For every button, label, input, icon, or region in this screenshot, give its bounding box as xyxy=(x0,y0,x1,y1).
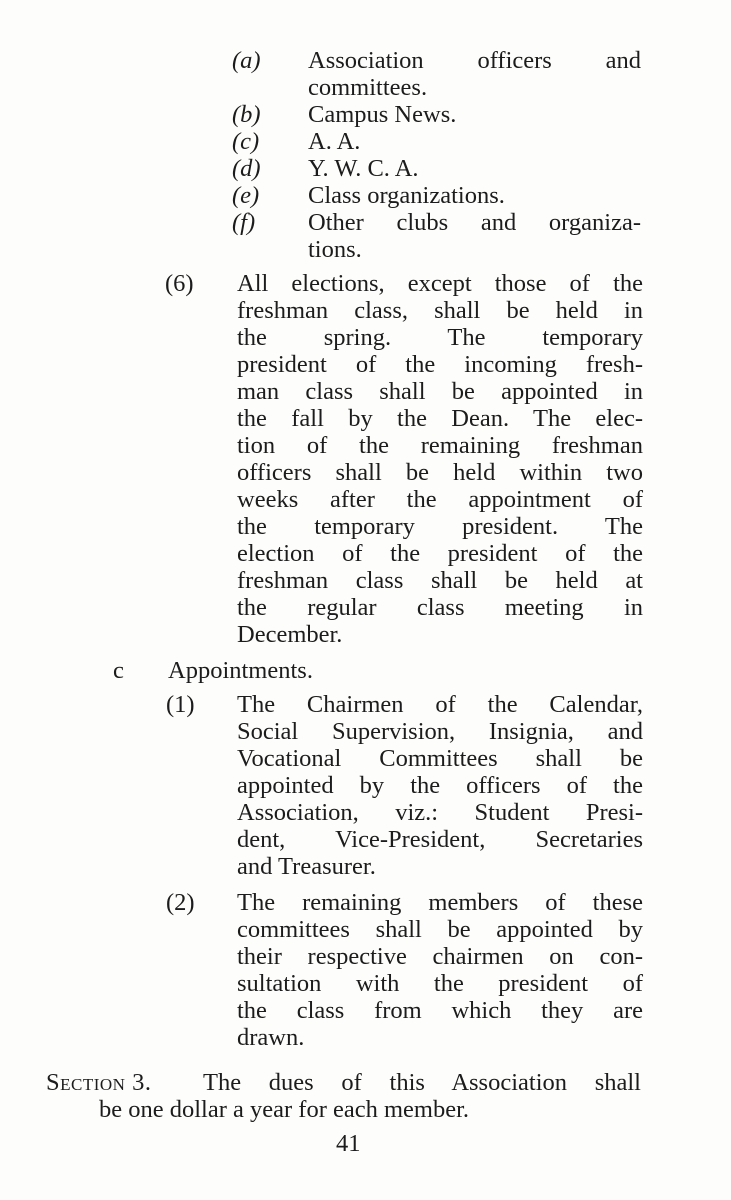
appointment-1-line-4: appointed by the officers of the xyxy=(237,772,643,799)
appointment-1-line-3: Vocational Committees shall be xyxy=(237,745,643,772)
item-6-line-8: officers shall be held within two xyxy=(237,459,643,486)
item-6-line-6: the fall by the Dean. The elec- xyxy=(237,405,643,432)
sub-item-marker-d: (d) xyxy=(232,155,261,182)
item-6-line-11: election of the president of the xyxy=(237,540,643,567)
sub-item-marker-b: (b) xyxy=(232,101,261,128)
appointment-1-line-2: Social Supervision, Insignia, and xyxy=(237,718,643,745)
appointment-item-1-marker: (1) xyxy=(166,691,195,718)
appointment-item-2-marker: (2) xyxy=(166,889,195,916)
item-6-line-9: weeks after the appointment of xyxy=(237,486,643,513)
sub-item-e-text: Class organizations. xyxy=(308,182,505,209)
sub-item-c-text: A. A. xyxy=(308,128,361,155)
item-6-marker: (6) xyxy=(165,270,194,297)
appointment-2-line-6: drawn. xyxy=(237,1024,305,1051)
appointment-2-line-5: the class from which they are xyxy=(237,997,643,1024)
sub-item-b-text: Campus News. xyxy=(308,101,457,128)
item-6-paragraph xyxy=(237,270,643,648)
appointment-2-line-2: committees shall be appointed by xyxy=(237,916,643,943)
item-6-line-4: president of the incoming fresh- xyxy=(237,351,643,378)
page-number: 41 xyxy=(336,1130,361,1157)
item-6-line-13: the regular class meeting in xyxy=(237,594,643,621)
item-6-line-1: All elections, except those of the xyxy=(237,270,643,297)
item-6-line-12: freshman class shall be held at xyxy=(237,567,643,594)
appointment-2-line-1: The remaining members of these xyxy=(237,889,643,916)
item-6-line-14: December. xyxy=(237,621,343,648)
appointment-2-line-3: their respective chairmen on con- xyxy=(237,943,643,970)
sub-item-a-line-1: Association officers and xyxy=(308,47,641,74)
sub-item-f-line-1: Other clubs and organiza- xyxy=(308,209,641,236)
appointment-1-line-7: and Treasurer. xyxy=(237,853,376,880)
item-6-line-2: freshman class, shall be held in xyxy=(237,297,643,324)
appointments-heading: Appointments. xyxy=(168,657,313,684)
sub-item-d-text: Y. W. C. A. xyxy=(308,155,419,182)
item-6-line-5: man class shall be appointed in xyxy=(237,378,643,405)
sub-item-marker-a: (a) xyxy=(232,47,261,74)
appointment-1-line-5: Association, viz.: Student Presi- xyxy=(237,799,643,826)
item-6-line-3: the spring. The temporary xyxy=(237,324,643,351)
appointment-1-line-6: dent, Vice-President, Secretaries xyxy=(237,826,643,853)
sub-item-f-line-2: tions. xyxy=(308,236,362,263)
appointments-marker: c xyxy=(113,657,124,684)
sub-item-a-line-2: committees. xyxy=(308,74,428,101)
appointment-item-2-paragraph xyxy=(237,889,643,1051)
sub-item-marker-f: (f) xyxy=(232,209,256,236)
appointment-1-line-1: The Chairmen of the Calendar, xyxy=(237,691,643,718)
sub-item-marker-e: (e) xyxy=(232,182,260,209)
section-3-line-1: The dues of this Association shall xyxy=(203,1069,641,1096)
item-6-line-7: tion of the remaining freshman xyxy=(237,432,643,459)
section-3-label: Section 3. xyxy=(46,1069,152,1096)
appointment-item-1-paragraph xyxy=(237,691,643,880)
appointment-2-line-4: sultation with the president of xyxy=(237,970,643,997)
item-6-line-10: the temporary president. The xyxy=(237,513,643,540)
section-3-line-2: be one dollar a year for each member. xyxy=(99,1096,470,1123)
sub-item-marker-c: (c) xyxy=(232,128,260,155)
